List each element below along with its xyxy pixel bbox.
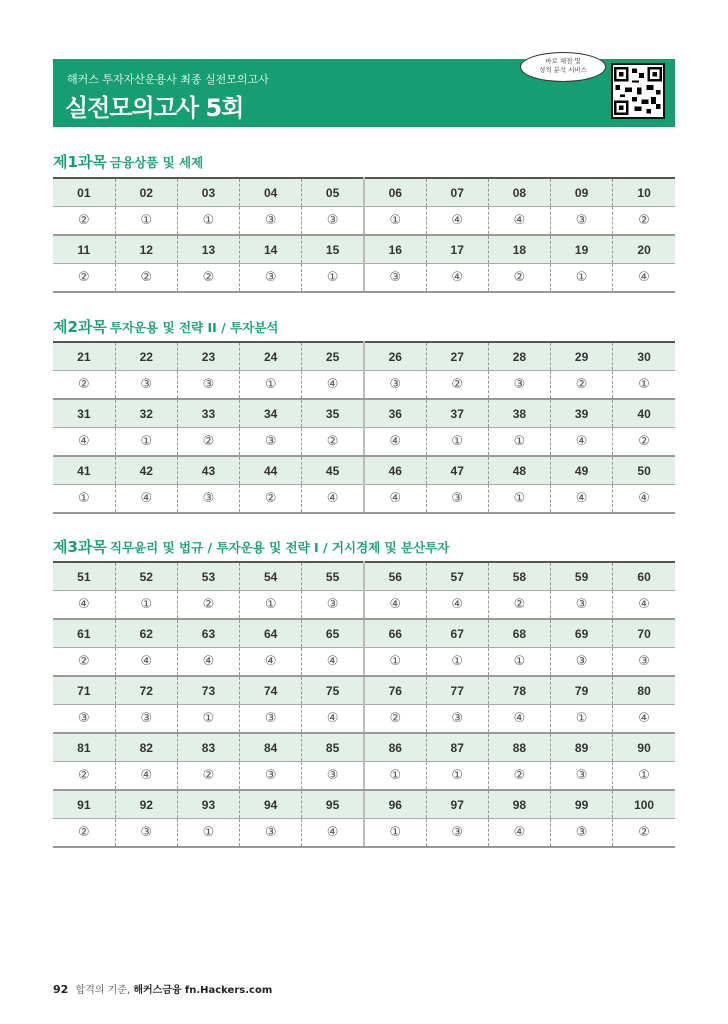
question-number: 75 [302, 676, 364, 705]
question-number: 29 [551, 342, 613, 371]
question-number: 09 [551, 178, 613, 207]
question-number: 73 [177, 676, 239, 705]
answer-choice: ① [488, 428, 550, 457]
question-number: 01 [53, 178, 115, 207]
answer-choice: ① [613, 762, 675, 791]
answer-choice: ④ [488, 819, 550, 848]
answer-choice: ① [426, 648, 488, 677]
answer-choice: ③ [115, 371, 177, 400]
answer-choice: ② [177, 264, 239, 293]
answer-choice: ② [53, 762, 115, 791]
answer-choice: ④ [53, 591, 115, 620]
answer-choice: ① [364, 762, 426, 791]
question-number: 39 [551, 399, 613, 428]
section-title [53, 151, 203, 172]
answer-choice: ③ [488, 371, 550, 400]
question-number: 60 [613, 562, 675, 591]
question-number: 85 [302, 733, 364, 762]
answer-row [53, 207, 675, 236]
answer-choice: ③ [364, 371, 426, 400]
question-number-row [53, 456, 675, 485]
page-number: 92 [53, 983, 69, 996]
question-number-row [53, 235, 675, 264]
question-number: 48 [488, 456, 550, 485]
bubble-line: 바로 채점 및 [545, 57, 581, 65]
speech-bubble [520, 52, 606, 82]
answer-choice: ④ [551, 428, 613, 457]
question-number: 45 [302, 456, 364, 485]
question-number: 19 [551, 235, 613, 264]
question-number: 14 [240, 235, 302, 264]
question-number: 32 [115, 399, 177, 428]
answer-choice: ④ [364, 485, 426, 514]
question-number: 77 [426, 676, 488, 705]
answer-choice: ④ [488, 705, 550, 734]
question-number: 18 [488, 235, 550, 264]
footer-brand: 해커스금융 [133, 985, 182, 996]
answer-row [53, 705, 675, 734]
answer-choice: ① [613, 371, 675, 400]
question-number-row [53, 178, 675, 207]
question-number: 68 [488, 619, 550, 648]
question-number: 99 [551, 790, 613, 819]
answer-row [53, 648, 675, 677]
question-number: 12 [115, 235, 177, 264]
question-number: 96 [364, 790, 426, 819]
answer-choice: ① [177, 819, 239, 848]
answer-choice: ① [364, 207, 426, 236]
question-number: 69 [551, 619, 613, 648]
section-title [53, 536, 449, 557]
answer-choice: ④ [426, 591, 488, 620]
question-number: 62 [115, 619, 177, 648]
question-number: 71 [53, 676, 115, 705]
question-number: 35 [302, 399, 364, 428]
answer-choice: ④ [426, 264, 488, 293]
answer-choice: ③ [426, 819, 488, 848]
answer-choice: ③ [240, 762, 302, 791]
question-number: 21 [53, 342, 115, 371]
question-number: 83 [177, 733, 239, 762]
section-label: 제1과목 [53, 153, 107, 171]
question-number: 22 [115, 342, 177, 371]
question-number: 06 [364, 178, 426, 207]
question-number: 51 [53, 562, 115, 591]
answer-choice: ③ [551, 648, 613, 677]
question-number: 31 [53, 399, 115, 428]
answer-choice: ① [240, 371, 302, 400]
answer-choice: ② [364, 705, 426, 734]
answer-choice: ③ [177, 485, 239, 514]
question-number: 30 [613, 342, 675, 371]
answer-table [53, 177, 675, 293]
answer-choice: ② [613, 428, 675, 457]
question-number: 57 [426, 562, 488, 591]
question-number: 27 [426, 342, 488, 371]
answer-table [53, 341, 675, 514]
answer-choice: ④ [488, 207, 550, 236]
answer-choice: ② [177, 762, 239, 791]
question-number-row [53, 676, 675, 705]
question-number: 74 [240, 676, 302, 705]
answer-choice: ③ [240, 207, 302, 236]
answer-choice: ① [115, 591, 177, 620]
question-number: 72 [115, 676, 177, 705]
question-number: 28 [488, 342, 550, 371]
question-number: 11 [53, 235, 115, 264]
question-number: 88 [488, 733, 550, 762]
answer-choice: ① [115, 428, 177, 457]
answer-choice: ② [426, 371, 488, 400]
question-number: 42 [115, 456, 177, 485]
question-number: 56 [364, 562, 426, 591]
question-number: 59 [551, 562, 613, 591]
question-number: 82 [115, 733, 177, 762]
answer-choice: ② [488, 762, 550, 791]
question-number: 95 [302, 790, 364, 819]
answer-choice: ③ [240, 428, 302, 457]
answer-choice: ① [488, 485, 550, 514]
bubble-line: 성적 분석 서비스 [538, 66, 588, 74]
answer-choice: ② [302, 428, 364, 457]
question-number: 23 [177, 342, 239, 371]
question-number: 63 [177, 619, 239, 648]
question-number: 16 [364, 235, 426, 264]
question-number: 84 [240, 733, 302, 762]
answer-row [53, 428, 675, 457]
answer-row [53, 264, 675, 293]
question-number: 40 [613, 399, 675, 428]
question-number: 38 [488, 399, 550, 428]
answer-choice: ③ [302, 207, 364, 236]
section-title [53, 316, 278, 337]
question-number: 41 [53, 456, 115, 485]
answer-choice: ④ [240, 648, 302, 677]
question-number: 33 [177, 399, 239, 428]
answer-choice: ② [53, 648, 115, 677]
question-number: 70 [613, 619, 675, 648]
answer-choice: ③ [551, 762, 613, 791]
question-number: 36 [364, 399, 426, 428]
answer-choice: ② [488, 591, 550, 620]
footer-text: 합격의 기준, [75, 985, 131, 996]
question-number: 93 [177, 790, 239, 819]
answer-choice: ② [115, 264, 177, 293]
answer-choice: ④ [302, 705, 364, 734]
answer-choice: ① [364, 648, 426, 677]
question-number: 04 [240, 178, 302, 207]
question-number: 03 [177, 178, 239, 207]
answer-choice: ② [53, 207, 115, 236]
question-number: 53 [177, 562, 239, 591]
answer-row [53, 591, 675, 620]
answer-choice: ② [177, 428, 239, 457]
answer-choice: ③ [551, 207, 613, 236]
question-number: 26 [364, 342, 426, 371]
answer-choice: ④ [551, 485, 613, 514]
answer-choice: ① [177, 207, 239, 236]
answer-choice: ② [53, 819, 115, 848]
answer-choice: ② [53, 371, 115, 400]
answer-choice: ③ [551, 819, 613, 848]
question-number-row [53, 733, 675, 762]
answer-choice: ④ [302, 371, 364, 400]
question-number-row [53, 562, 675, 591]
question-number: 76 [364, 676, 426, 705]
section-subtitle: 금융상품 및 세제 [109, 155, 204, 170]
question-number: 52 [115, 562, 177, 591]
answer-table [53, 561, 675, 848]
question-number: 55 [302, 562, 364, 591]
question-number: 13 [177, 235, 239, 264]
question-number: 47 [426, 456, 488, 485]
answer-choice: ④ [364, 591, 426, 620]
question-number: 98 [488, 790, 550, 819]
answer-choice: ② [613, 819, 675, 848]
answer-choice: ③ [551, 591, 613, 620]
question-number: 58 [488, 562, 550, 591]
question-number: 08 [488, 178, 550, 207]
answer-choice: ① [364, 819, 426, 848]
answer-choice: ③ [177, 371, 239, 400]
qr-code-icon[interactable] [611, 63, 665, 119]
footer-url[interactable]: fn.Hackers.com [184, 985, 273, 996]
question-number: 05 [302, 178, 364, 207]
answer-choice: ③ [240, 705, 302, 734]
answer-choice: ① [53, 485, 115, 514]
question-number: 79 [551, 676, 613, 705]
answer-choice: ④ [115, 648, 177, 677]
question-number: 67 [426, 619, 488, 648]
question-number: 43 [177, 456, 239, 485]
question-number: 97 [426, 790, 488, 819]
question-number: 54 [240, 562, 302, 591]
answer-choice: ④ [426, 207, 488, 236]
answer-row [53, 371, 675, 400]
book-subtitle: 해커스 투자자산운용사 최종 실전모의고사 [67, 73, 269, 86]
section-label: 제2과목 [53, 318, 107, 336]
question-number: 07 [426, 178, 488, 207]
answer-choice: ④ [53, 428, 115, 457]
answer-choice: ④ [613, 264, 675, 293]
answer-choice: ① [551, 264, 613, 293]
question-number: 87 [426, 733, 488, 762]
question-number: 02 [115, 178, 177, 207]
question-number: 80 [613, 676, 675, 705]
answer-choice: ① [426, 762, 488, 791]
answer-choice: ① [488, 648, 550, 677]
answer-row [53, 819, 675, 848]
answer-choice: ② [551, 371, 613, 400]
question-number: 25 [302, 342, 364, 371]
question-number: 10 [613, 178, 675, 207]
question-number: 17 [426, 235, 488, 264]
question-number: 90 [613, 733, 675, 762]
question-number: 94 [240, 790, 302, 819]
answer-choice: ④ [613, 705, 675, 734]
question-number: 91 [53, 790, 115, 819]
question-number-row [53, 619, 675, 648]
section-subtitle: 직무윤리 및 법규 / 투자운용 및 전략 I / 거시경제 및 분산투자 [109, 540, 450, 555]
answer-choice: ③ [426, 485, 488, 514]
answer-choice: ② [240, 485, 302, 514]
answer-choice: ④ [177, 648, 239, 677]
question-number-row [53, 399, 675, 428]
answer-choice: ② [613, 207, 675, 236]
question-number: 49 [551, 456, 613, 485]
answer-choice: ④ [115, 485, 177, 514]
question-number: 100 [613, 790, 675, 819]
answer-row [53, 485, 675, 514]
answer-choice: ① [115, 207, 177, 236]
question-number: 64 [240, 619, 302, 648]
question-number: 66 [364, 619, 426, 648]
answer-choice: ① [426, 428, 488, 457]
section-subtitle: 투자운용 및 전략 II / 투자분석 [109, 320, 279, 335]
question-number: 24 [240, 342, 302, 371]
page-footer [53, 981, 272, 996]
answer-row [53, 762, 675, 791]
answer-choice: ④ [302, 819, 364, 848]
page-title: 실전모의고사 5회 [65, 94, 244, 122]
question-number: 81 [53, 733, 115, 762]
answer-choice: ③ [364, 264, 426, 293]
answer-choice: ③ [240, 264, 302, 293]
answer-choice: ① [302, 264, 364, 293]
answer-choice: ② [488, 264, 550, 293]
answer-choice: ③ [115, 705, 177, 734]
question-number: 46 [364, 456, 426, 485]
question-number: 50 [613, 456, 675, 485]
question-number: 37 [426, 399, 488, 428]
answer-choice: ④ [302, 485, 364, 514]
question-number-row [53, 790, 675, 819]
question-number: 44 [240, 456, 302, 485]
answer-choice: ① [551, 705, 613, 734]
answer-choice: ③ [426, 705, 488, 734]
answer-choice: ① [177, 705, 239, 734]
question-number: 78 [488, 676, 550, 705]
section-label: 제3과목 [53, 538, 107, 556]
answer-choice: ③ [240, 819, 302, 848]
answer-choice: ② [177, 591, 239, 620]
answer-choice: ③ [302, 762, 364, 791]
answer-choice: ④ [115, 762, 177, 791]
question-number: 92 [115, 790, 177, 819]
question-number: 86 [364, 733, 426, 762]
answer-choice: ③ [302, 591, 364, 620]
answer-choice: ④ [613, 591, 675, 620]
answer-choice: ② [53, 264, 115, 293]
question-number: 34 [240, 399, 302, 428]
answer-choice: ④ [302, 648, 364, 677]
question-number: 20 [613, 235, 675, 264]
question-number: 15 [302, 235, 364, 264]
question-number: 61 [53, 619, 115, 648]
answer-choice: ③ [53, 705, 115, 734]
answer-choice: ④ [364, 428, 426, 457]
question-number: 89 [551, 733, 613, 762]
answer-choice: ③ [115, 819, 177, 848]
answer-choice: ④ [613, 485, 675, 514]
answer-choice: ③ [613, 648, 675, 677]
answer-choice: ① [240, 591, 302, 620]
question-number: 65 [302, 619, 364, 648]
question-number-row [53, 342, 675, 371]
